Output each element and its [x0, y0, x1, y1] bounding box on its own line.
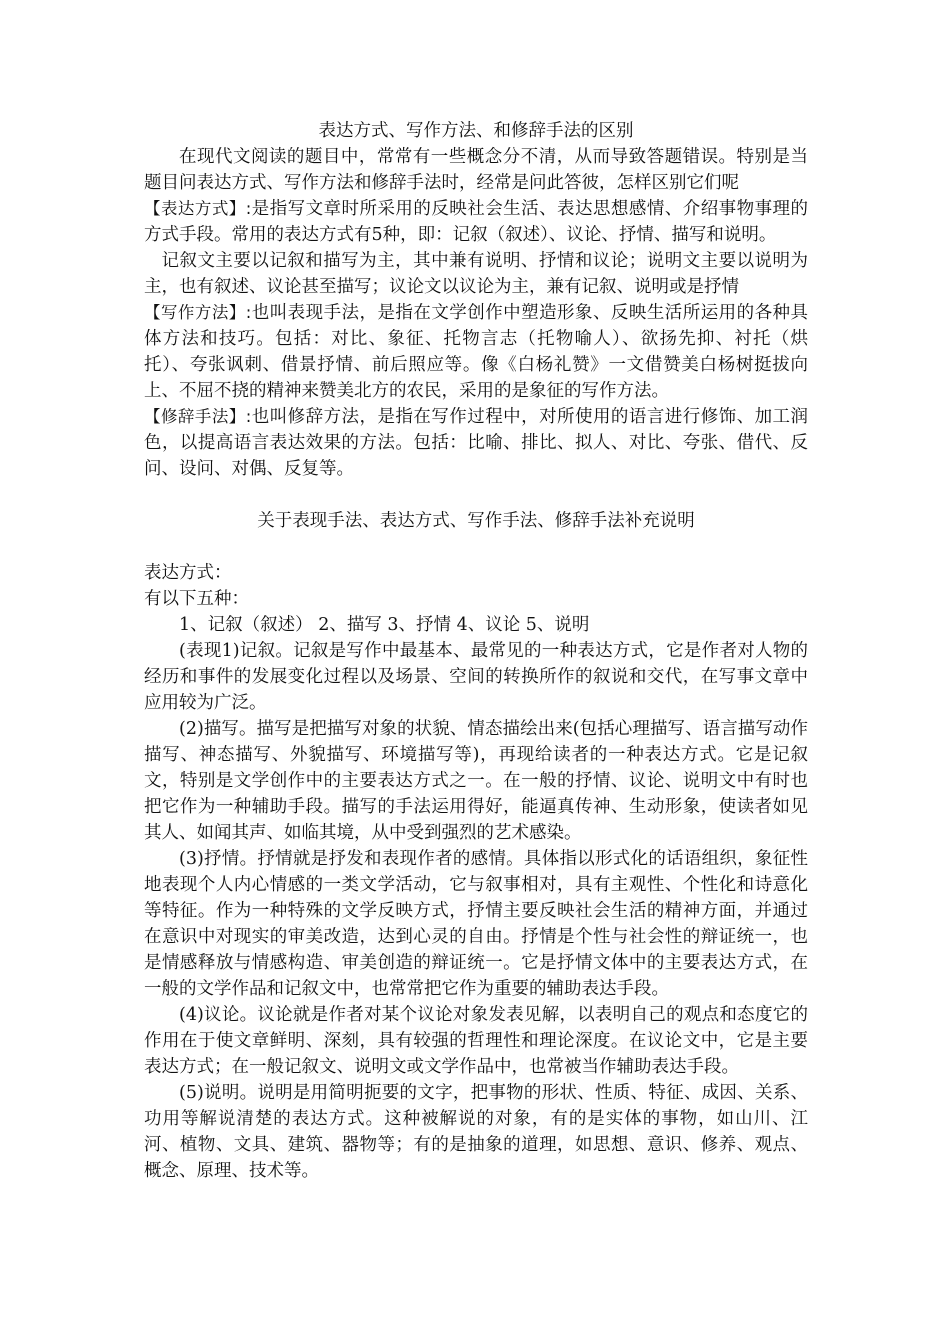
writing-text: 也叫表现手法，是指在文学创作中塑造形象、反映生活所运用的各种具体方法和技巧。包括：对比、象征、托物言志（托物喻人）、欲扬先抑、衬托（烘托）、夸张讽刺、借景抒情、前后照应等。像《白杨礼赞》一文借赞美白杨树挺拔向上、不屈不挠的精神来赞美北方的农民，采用的是象征的写作方法。 [144, 303, 809, 401]
rhetoric-label: 【修辞手法】: [144, 407, 252, 426]
list-line: 1、记叙（叙述） 2、描写 3、抒情 4、议论 5、说明 [179, 615, 590, 635]
item-paragraph: (2)描写。描写是把描写对象的状貌、情态描绘出来(包括心理描写、语言描写动作描写、神态描写、外貌描写、环境描写等)，再现给读者的一种表达方式。它是记叙文，特别是文学创作中的主要表达方式之一。在一般的抒情、议论、说明文中有时也把它作为一种辅助手段。描写的手法运用得好，能逼真传神、生动形象，使读者如见其人、如闻其声、如临其境，从中受到强烈的艺术感染。 [144, 719, 808, 843]
doc-subtitle: 关于表现手法、表达方式、写作手法、修辞手法补充说明 [257, 511, 695, 531]
expression-label: 【表达方式】: [144, 199, 252, 218]
section-heading: 表达方式： [144, 563, 232, 583]
genres-paragraph: 记叙文主要以记叙和描写为主，其中兼有说明、抒情和议论；说明文主要以说明为主，也有叙述、议论甚至描写；议论文以议论为主，兼有记叙、说明或是抒情 [144, 251, 808, 297]
rhetoric-text: 也叫修辞方法，是指在写作过程中，对所使用的语言进行修饰、加工润色，以提高语言表达效果的方法。包括：比喻、排比、拟人、对比、夸张、借代、反问、设问、对偶、反复等。 [144, 407, 809, 479]
doc-title: 表达方式、写作方法、和修辞手法的区别 [318, 121, 634, 141]
item-paragraph: (表现1)记叙。记叙是写作中最基本、最常见的一种表达方式，它是作者对人物的经历和事件的发展变化过程以及场景、空间的转换所作的叙说和交代，在写事文章中应用较为广泛。 [144, 641, 808, 713]
item-paragraph: (4)议论。议论就是作者对某个议论对象发表见解，以表明自己的观点和态度它的作用在于使文章鲜明、深刻，具有较强的哲理性和理论深度。在议论文中，它是主要表达方式；在一般记叙文、说明文或文学作品中，也常被当作辅助表达手段。 [144, 1005, 808, 1077]
writing-paragraph [144, 300, 808, 404]
item-paragraph: (3)抒情。抒情就是抒发和表现作者的感情。具体指以形式化的话语组织，象征性地表现个人内心情感的一类文学活动，它与叙事相对，具有主观性、个性化和诗意化等特征。作为一种特殊的文学反映方式，抒情主要反映社会生活的精神方面，并通过在意识中对现实的审美改造，达到心灵的自由。抒情是个性与社会性的辩证统一，也是情感释放与情感构造、审美创造的辩证统一。它是抒情文体中的主要表达方式，在一般的文学作品和记叙文中，也常常把它作为重要的辅助表达手段。 [144, 849, 808, 999]
expression-text: 是指写文章时所采用的反映社会生活、表达思想感情、介绍事物事理的方式手段。常用的表达方式有5种，即：记叙（叙述）、议论、抒情、描写和说明。 [144, 199, 809, 245]
writing-label: 【写作方法】: [144, 303, 252, 322]
document-page [144, 118, 808, 1184]
spacer [144, 482, 808, 508]
expression-paragraph [144, 196, 808, 248]
item-paragraph: (5)说明。说明是用简明扼要的文字，把事物的形状、性质、特征、成因、关系、功用等解说清楚的表达方式。这种被解说的对象，有的是实体的事物，如山川、江河、植物、文具、建筑、器物等；有的是抽象的道理，如思想、意识、修养、观点、概念、原理、技术等。 [144, 1083, 808, 1181]
rhetoric-paragraph [144, 404, 808, 482]
section-subheading: 有以下五种： [144, 589, 249, 609]
spacer [144, 534, 808, 560]
intro-paragraph: 在现代文阅读的题目中，常常有一些概念分不清，从而导致答题错误。特别是当题目问表达方式、写作方法和修辞手法时，经常是问此答彼，怎样区别它们呢 [144, 147, 808, 193]
